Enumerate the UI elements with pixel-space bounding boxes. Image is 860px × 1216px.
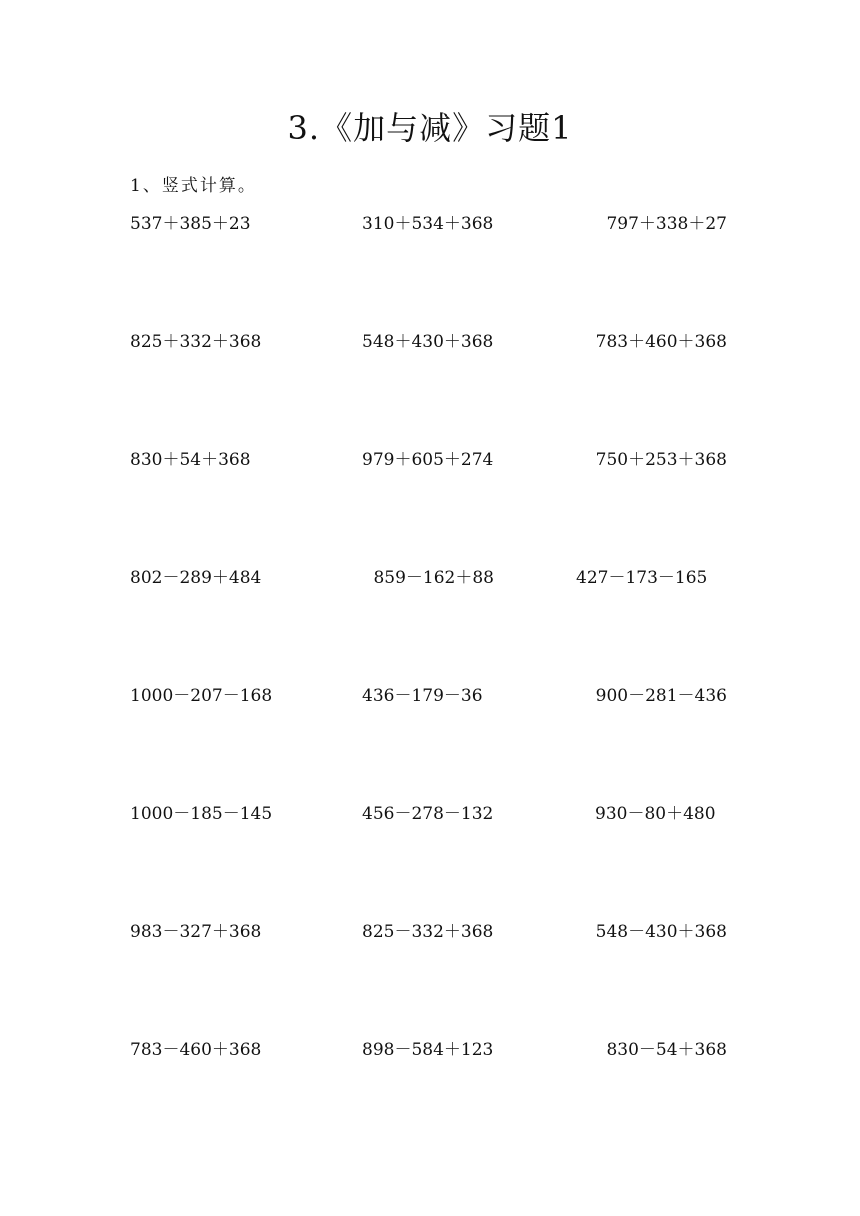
expression: 825＋332＋368 bbox=[130, 332, 262, 352]
expression: 427－173－165 bbox=[576, 568, 708, 588]
expression: 983－327＋368 bbox=[130, 922, 262, 942]
instruction-text: 1、竖式计算。 bbox=[130, 176, 257, 196]
expression: 1000－207－168 bbox=[130, 686, 273, 706]
expression: 537＋385＋23 bbox=[130, 214, 251, 234]
expression: 456－278－132 bbox=[362, 804, 494, 824]
expression: 783＋460＋368 bbox=[595, 332, 727, 352]
expression: 783－460＋368 bbox=[130, 1040, 262, 1060]
expression: 797＋338＋27 bbox=[606, 214, 727, 234]
expression: 898－584＋123 bbox=[362, 1040, 494, 1060]
expression: 548＋430＋368 bbox=[362, 332, 494, 352]
expression: 900－281－436 bbox=[595, 686, 727, 706]
expression: 310＋534＋368 bbox=[362, 214, 494, 234]
expression: 979＋605＋274 bbox=[362, 450, 494, 470]
page-title: 3.《加与减》习题1 bbox=[287, 109, 573, 147]
expression: 930－80＋480 bbox=[595, 804, 716, 824]
expression: 859－162＋88 bbox=[373, 568, 494, 588]
expression: 802－289＋484 bbox=[130, 568, 262, 588]
expression: 825－332＋368 bbox=[362, 922, 494, 942]
expression: 830－54＋368 bbox=[606, 1040, 727, 1060]
expression: 1000－185－145 bbox=[130, 804, 273, 824]
expression: 548－430＋368 bbox=[595, 922, 727, 942]
expression: 830＋54＋368 bbox=[130, 450, 251, 470]
expression: 436－179－36 bbox=[362, 686, 483, 706]
expression: 750＋253＋368 bbox=[595, 450, 727, 470]
